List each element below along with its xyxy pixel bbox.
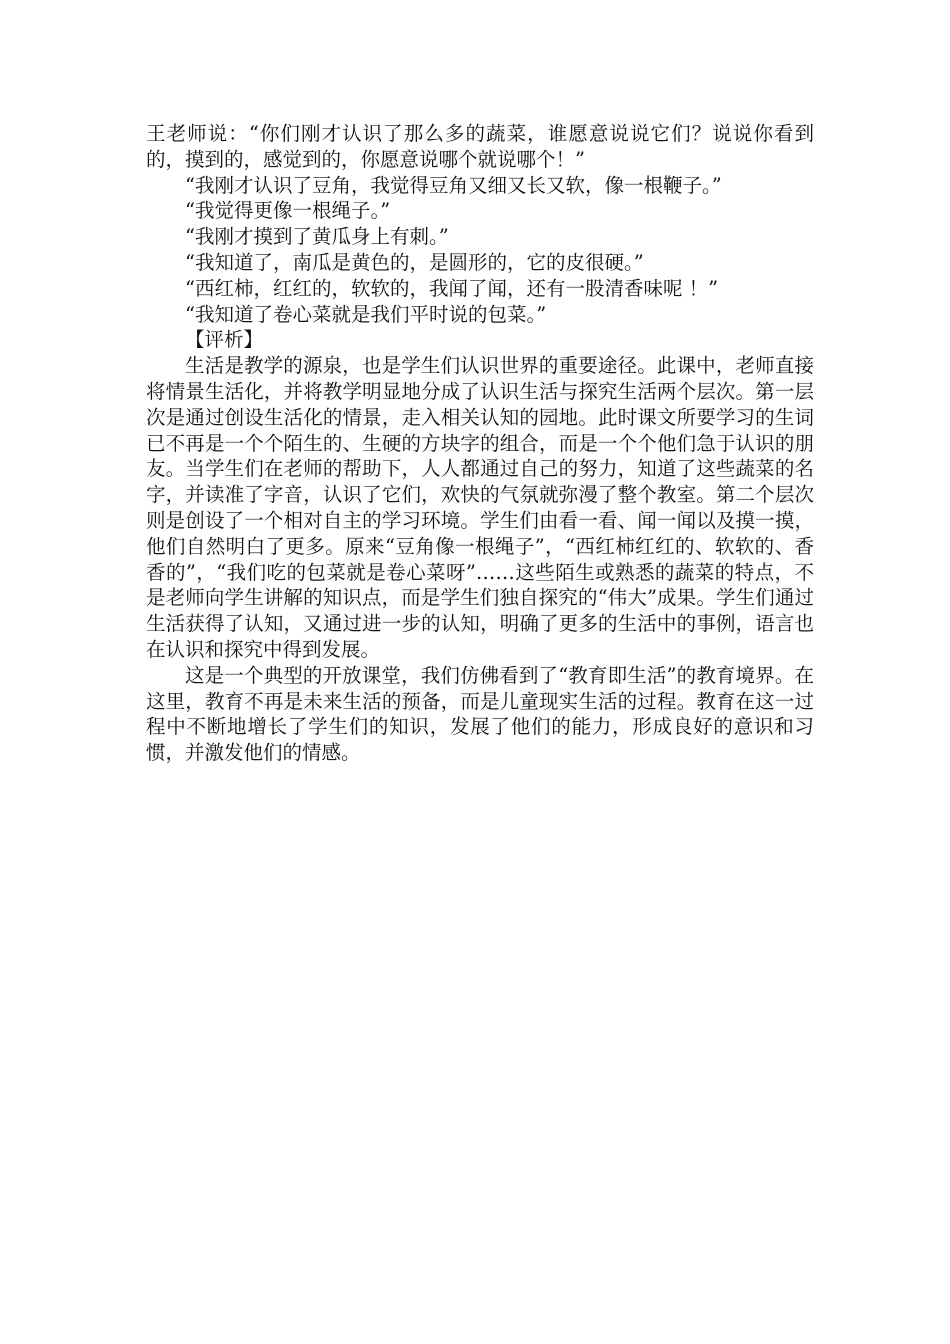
paragraph-student-rope: “我觉得更像一根绳子。” [185, 199, 391, 223]
paragraph-student-cucumber: “我刚才摸到了黄瓜身上有刺。” [185, 225, 449, 249]
paragraph-commentary-main: 生活是教学的源泉，也是学生们认识世界的重要途径。此课中，老师直接将情景生活化，并将教学明显地分成了认识生活与探究生活两个层次。第一层次是通过创设生活化的情景，走入相关认知的园地。此时课文所要学习的生词已不再是一个个陌生的、生硬的方块字的组合，而是一个个他们急于认识的朋友。当学生们在老师的帮助下，人人都通过自己的努力，知道了这些蔬菜的名字，并读准了字音，认识了它们，欢快的气氛就弥漫了整个教室。第二个层次则是创设了一个相对自主的学习环境。学生们由看一看、闻一闻以及摸一摸，他们自然明白了更多。原来“豆角像一根绳子”，“西红柿红红的、软软的、香香的”，“我们吃的包菜就是卷心菜呀”……这些陌生或熟悉的蔬菜的特点，不是老师向学生讲解的知识点，而是学生们独自探究的“伟大”成果。学生们通过生活获得了认知，又通过进一步的认知，明确了更多的生活中的事例，语言也在认识和探究中得到发展。 [146, 354, 814, 661]
paragraph-teacher-question: 王老师说：“你们刚才认识了那么多的蔬菜，谁愿意说说它们？说说你看到的，摸到的，感觉到的，你愿意说哪个就说哪个！” [146, 122, 814, 171]
section-heading-commentary: 【评析】 [185, 328, 264, 352]
paragraph-commentary-conclusion: 这是一个典型的开放课堂，我们仿佛看到了“教育即生活”的教育境界。在这里，教育不再是未来生活的预备，而是儿童现实生活的过程。教育在这一过程中不断地增长了学生们的知识，发展了他们的能力，形成良好的意识和习惯，并激发他们的情感。 [146, 663, 814, 765]
paragraph-student-tomato: “西红柿，红红的，软软的，我闻了闻，还有一股清香味呢 ！” [185, 276, 719, 300]
paragraph-student-pumpkin: “我知道了，南瓜是黄色的，是圆形的，它的皮很硬。” [185, 250, 644, 274]
paragraph-student-cabbage: “我知道了卷心菜就是我们平时说的包菜。” [185, 302, 547, 326]
document-body [146, 121, 814, 766]
paragraph-student-beans: “我刚才认识了豆角，我觉得豆角又细又长又软，像一根鞭子。” [185, 173, 722, 197]
